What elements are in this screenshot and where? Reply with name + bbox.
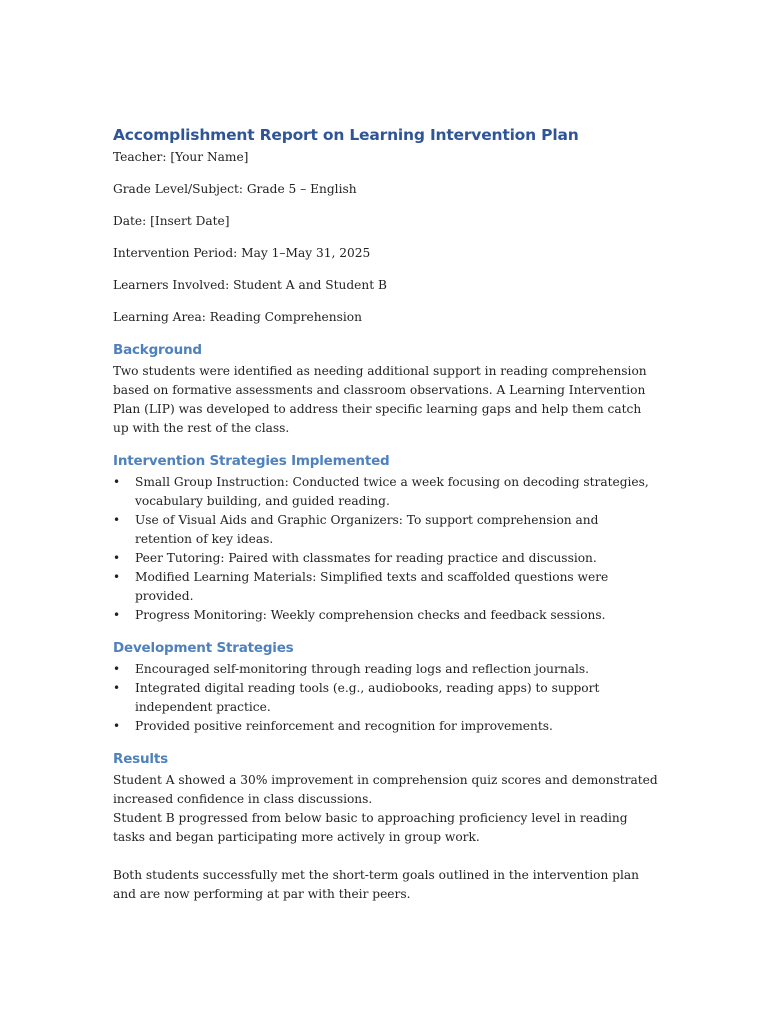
list-item [113,606,658,625]
list-item [113,717,658,736]
bullet-icon: • [113,719,121,733]
background-text: Two students were identified as needing additional support in reading comprehension based on formative assessments and classroom observations. A Learning Intervention Plan (LIP) was developed to address their specific learning gaps and help them catch up with the rest of the class. [113,364,647,435]
list-item [113,473,658,511]
document-title: Accomplishment Report on Learning Intervention Plan [113,126,579,144]
meta-learners-involved: Learners Involved: Student A and Student B [113,278,387,292]
list-item-text: Progress Monitoring: Weekly comprehension checks and feedback sessions. [135,608,606,622]
bullet-icon: • [113,513,121,527]
meta-grade-level: Grade Level/Subject: Grade 5 – English [113,182,357,196]
list-item [113,568,658,606]
bullet-icon: • [113,570,121,584]
bullet-icon: • [113,551,121,565]
list-item-text: Provided positive reinforcement and recognition for improvements. [135,719,553,733]
bullet-icon: • [113,681,121,695]
paragraph-spacer [113,847,658,866]
bullet-icon: • [113,475,121,489]
bullet-icon: • [113,662,121,676]
list-item-text: Integrated digital reading tools (e.g., audiobooks, reading apps) to support independent practice. [135,681,600,714]
results-summary: Both students successfully met the short-term goals outlined in the intervention plan and are now performing at par with their peers. [113,868,640,901]
results-student-a: Student A showed a 30% improvement in comprehension quiz scores and demonstrated increased confidence in class discussions. [113,773,658,806]
meta-teacher: Teacher: [Your Name] [113,150,249,164]
development-heading: Development Strategies [113,640,294,656]
list-item-text: Small Group Instruction: Conducted twice a week focusing on decoding strategies, vocabulary building, and guided reading. [135,475,649,508]
bullet-icon: • [113,608,121,622]
document-page [113,124,658,904]
list-item-text: Modified Learning Materials: Simplified texts and scaffolded questions were provided. [135,570,609,603]
meta-learning-area: Learning Area: Reading Comprehension [113,310,362,324]
list-item [113,549,658,568]
results-student-b: Student B progressed from below basic to approaching proficiency level in reading tasks and began participating more actively in group work. [113,811,628,844]
background-heading: Background [113,342,202,358]
list-item-text: Peer Tutoring: Paired with classmates for reading practice and discussion. [135,551,597,565]
list-item [113,679,658,717]
list-item [113,660,658,679]
list-item [113,511,658,549]
meta-date: Date: [Insert Date] [113,214,230,228]
list-item-text: Use of Visual Aids and Graphic Organizers: To support comprehension and retention of key ideas. [135,513,599,546]
intervention-list [113,473,658,625]
list-item-text: Encouraged self-monitoring through reading logs and reflection journals. [135,662,589,676]
results-heading: Results [113,751,168,767]
intervention-heading: Intervention Strategies Implemented [113,453,390,469]
meta-intervention-period: Intervention Period: May 1–May 31, 2025 [113,246,371,260]
development-list [113,660,658,736]
